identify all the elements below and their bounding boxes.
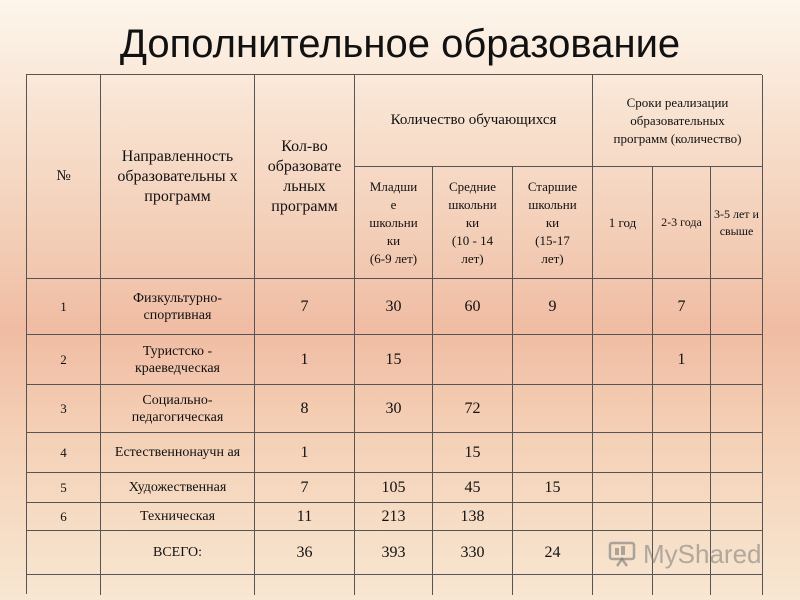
header-terms: Сроки реализации образовательных программ (количество) (593, 75, 763, 167)
header-senior-line: Старшие (527, 178, 578, 194)
table-cell-empty (27, 575, 101, 595)
header-senior (513, 167, 593, 279)
row-programs: 1 (255, 433, 355, 473)
row-programs: 36 (255, 531, 355, 575)
row-senior (513, 503, 593, 531)
row-senior: 9 (513, 279, 593, 335)
row-junior (355, 433, 433, 473)
header-junior-line: школьни (369, 214, 418, 230)
education-table (26, 74, 762, 594)
row-number: 6 (27, 503, 101, 531)
row-junior: 15 (355, 335, 433, 385)
table-cell-empty (593, 575, 653, 595)
row-junior: 393 (355, 531, 433, 575)
header-middle-line: лет) (461, 250, 484, 266)
row-junior: 30 (355, 279, 433, 335)
row-programs: 7 (255, 473, 355, 503)
row-programs: 8 (255, 385, 355, 433)
header-middle-line: школьни (448, 196, 497, 212)
row-term-1 (593, 385, 653, 433)
row-middle: 60 (433, 279, 513, 335)
row-direction: Техническая (101, 503, 255, 531)
header-junior-line: Младши (369, 178, 418, 194)
row-term-2-3 (653, 473, 711, 503)
header-senior-line: ки (545, 214, 560, 230)
row-term-2-3: 1 (653, 335, 711, 385)
table-cell-empty (255, 575, 355, 595)
row-programs: 11 (255, 503, 355, 531)
row-number: 4 (27, 433, 101, 473)
header-middle (433, 167, 513, 279)
watermark (607, 537, 762, 571)
row-term-2-3 (653, 433, 711, 473)
row-direction: Естественнонаучн ая (101, 433, 255, 473)
row-senior (513, 385, 593, 433)
header-students: Количество обучающихся (355, 75, 593, 167)
header-program-count: Кол-во образовате льных программ (255, 75, 355, 279)
header-middle-line: Средние (448, 178, 497, 194)
row-direction: Социально-педагогическая (101, 385, 255, 433)
table-cell-empty (653, 575, 711, 595)
header-term-2-3: 2-3 года (653, 167, 711, 279)
row-programs: 1 (255, 335, 355, 385)
row-middle: 45 (433, 473, 513, 503)
table-cell-empty (513, 575, 593, 595)
row-number: 2 (27, 335, 101, 385)
row-junior: 105 (355, 473, 433, 503)
row-term-3-5 (711, 279, 763, 335)
row-direction: ВСЕГО: (101, 531, 255, 575)
header-senior-line: лет) (541, 250, 564, 266)
row-term-2-3 (653, 503, 711, 531)
row-term-1 (593, 433, 653, 473)
row-middle: 138 (433, 503, 513, 531)
row-senior: 24 (513, 531, 593, 575)
row-direction: Туристско - краеведческая (101, 335, 255, 385)
row-middle (433, 335, 513, 385)
row-term-1 (593, 279, 653, 335)
row-direction: Художественная (101, 473, 255, 503)
header-term-3-5: 3-5 лет и свыше (711, 167, 763, 279)
header-junior-line: (6-9 лет) (369, 250, 418, 266)
header-middle-line: (10 - 14 (451, 232, 494, 248)
row-term-3-5 (711, 473, 763, 503)
header-number: № (27, 75, 101, 279)
page-title: Дополнительное образование (119, 22, 681, 66)
table-cell-empty (355, 575, 433, 595)
row-number: 1 (27, 279, 101, 335)
row-term-3-5 (711, 335, 763, 385)
row-term-1 (593, 335, 653, 385)
header-senior-line: школьни (528, 196, 577, 212)
row-senior (513, 335, 593, 385)
row-middle: 72 (433, 385, 513, 433)
row-number: 5 (27, 473, 101, 503)
table-cell-empty (101, 575, 255, 595)
row-senior: 15 (513, 473, 593, 503)
row-junior: 30 (355, 385, 433, 433)
header-junior (355, 167, 433, 279)
row-term-3-5 (711, 385, 763, 433)
row-middle: 15 (433, 433, 513, 473)
header-direction: Направленность образовательны х программ (101, 75, 255, 279)
row-term-3-5 (711, 503, 763, 531)
watermark-text: MyShared (643, 538, 762, 569)
table-cell-empty (433, 575, 513, 595)
row-term-1 (593, 473, 653, 503)
header-junior-line: ки (386, 232, 401, 248)
row-direction: Физкультурно-спортивная (101, 279, 255, 335)
row-senior (513, 433, 593, 473)
row-number: 3 (27, 385, 101, 433)
header-senior-line: (15-17 (535, 232, 570, 248)
presentation-icon (607, 539, 637, 569)
row-number (27, 531, 101, 575)
row-term-3-5 (711, 433, 763, 473)
row-middle: 330 (433, 531, 513, 575)
table-cell-empty (711, 575, 763, 595)
header-middle-line: ки (465, 214, 480, 230)
row-term-1 (593, 503, 653, 531)
row-programs: 7 (255, 279, 355, 335)
header-term-1: 1 год (593, 167, 653, 279)
row-term-2-3 (653, 385, 711, 433)
row-term-2-3: 7 (653, 279, 711, 335)
header-junior-line: е (390, 196, 397, 212)
row-junior: 213 (355, 503, 433, 531)
